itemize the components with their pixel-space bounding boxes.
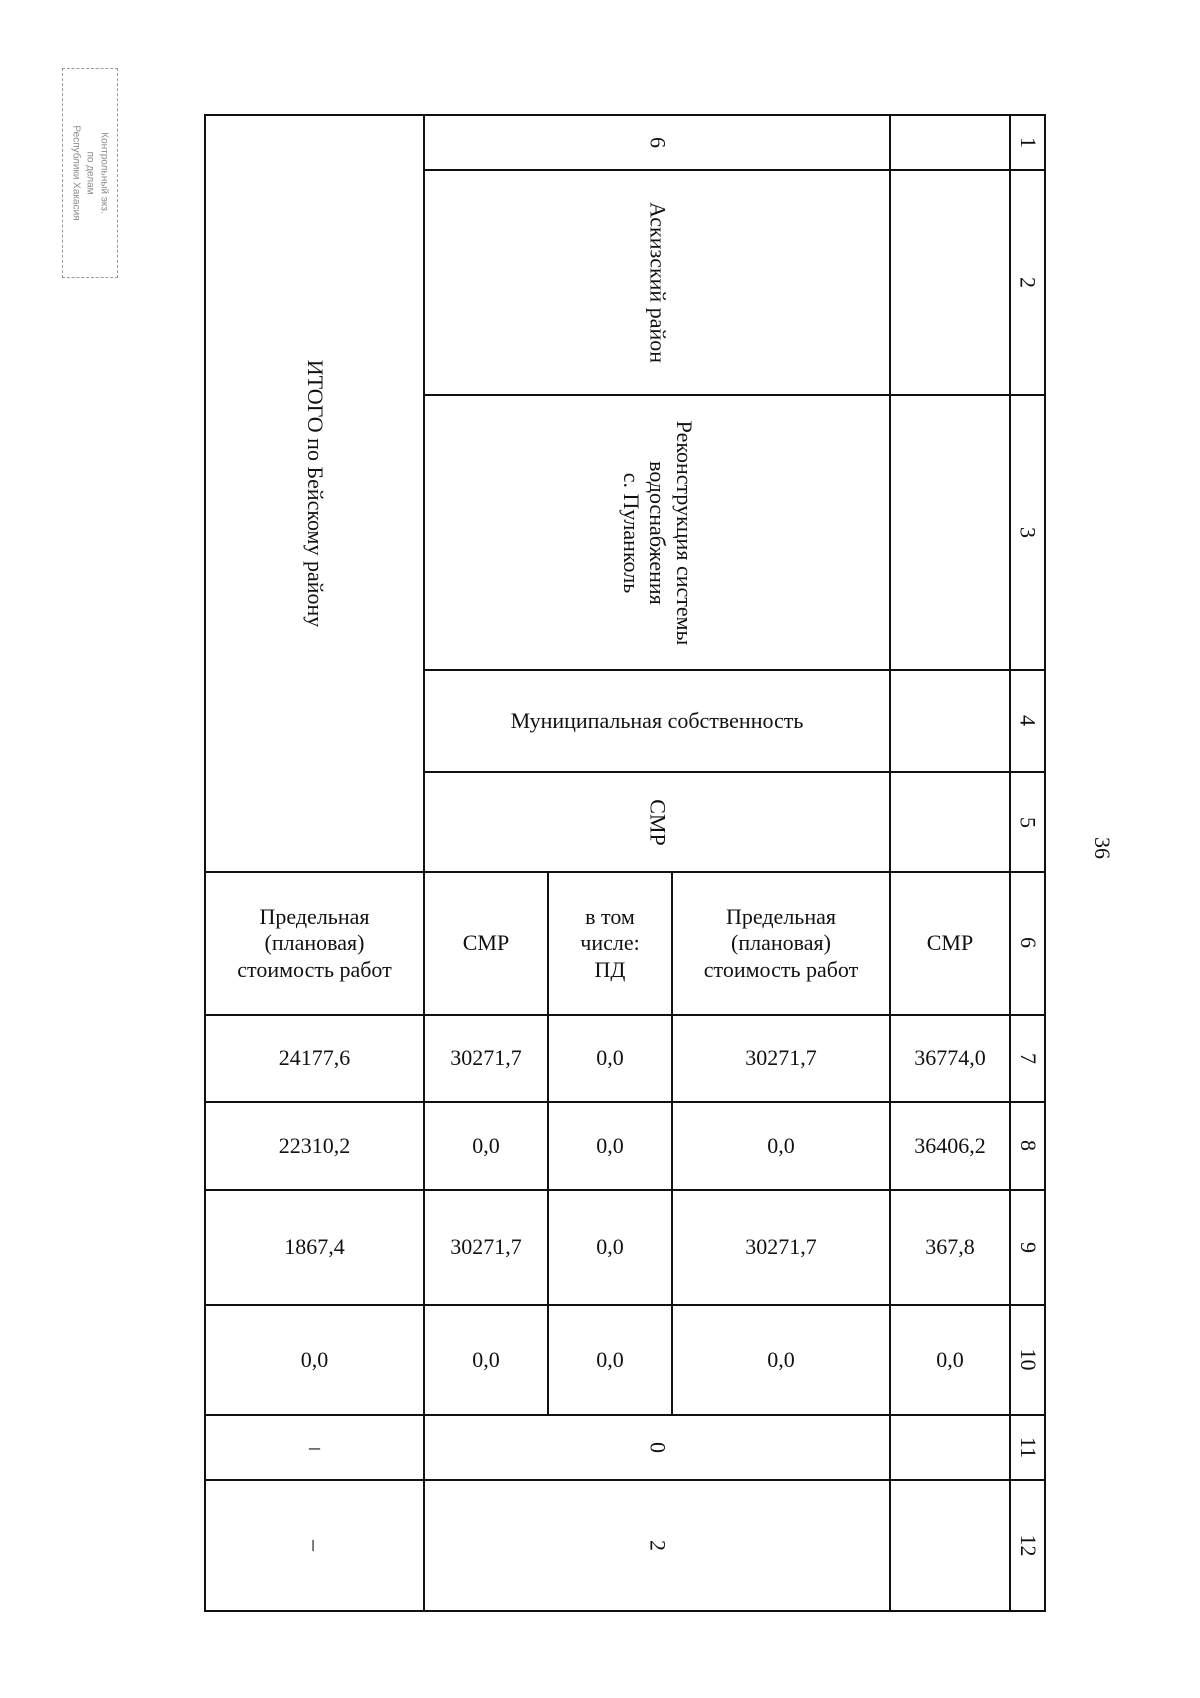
row8-a: 22310,2 [278,1132,351,1158]
row9-e: 367,8 [925,1234,975,1260]
object-name-cell [567,383,747,683]
row7-a: 24177,6 [278,1045,351,1071]
object-name-line-2: водоснабжения [645,461,671,605]
row7-c: 0,0 [596,1045,624,1071]
row12-merged: 2 [645,1540,671,1551]
row10-e: 0,0 [936,1346,964,1372]
row8-b: 0,0 [472,1132,500,1158]
header-a-line-2: (плановая) [264,930,365,956]
col-number-5: 5 [1015,817,1041,828]
row11-merged: 0 [645,1442,671,1453]
header-d-line-3: стоимость работ [703,956,859,982]
row9-a: 1867,4 [284,1234,345,1260]
row8-e: 36406,2 [914,1132,986,1158]
header-c-line-2: числе: [580,930,640,956]
col-number-11: 11 [1015,1436,1041,1459]
row12-a: – [302,1540,328,1551]
header-c-line-1: в том [585,903,635,929]
header-smr-2: СМР [926,930,974,956]
total-label: ИТОГО по Бейскому району [302,359,328,628]
col-number-1: 1 [1015,137,1041,148]
district-cell: Аскизский район [645,201,671,364]
row10-d: 0,0 [767,1346,795,1372]
header-d-line-1: Предельная [726,903,836,929]
row7-b: 30271,7 [450,1045,522,1071]
header-incl-pd [548,872,672,1015]
header-smr-1: СМР [462,930,510,956]
stamp-line-1: Контрольный экз. [98,132,110,214]
col-number-3: 3 [1015,527,1041,538]
row7-d: 30271,7 [745,1045,817,1071]
object-name-line-1: Реконструкция системы [671,420,697,646]
header-limit-cost-total [205,872,424,1015]
row8-c: 0,0 [596,1132,624,1158]
col-number-8: 8 [1015,1140,1041,1151]
col-number-10: 10 [1015,1348,1041,1371]
object-name-line-3: с. Пуланколь [618,472,644,594]
col-number-6: 6 [1015,937,1041,948]
row9-b: 30271,7 [450,1234,522,1260]
col-number-12: 12 [1015,1534,1041,1557]
row10-a: 0,0 [300,1346,329,1372]
header-d-line-2: (плановая) [731,930,831,956]
stamp-line-2: по делам [84,151,96,195]
row11-a: – [309,1434,320,1460]
header-limit-cost [672,872,890,1015]
header-c-line-3: ПД [594,956,626,982]
header-a-line-3: стоимость работ [237,956,392,982]
col-number-7: 7 [1015,1053,1041,1064]
row10-c: 0,0 [596,1346,624,1372]
row9-c: 0,0 [596,1234,624,1260]
col-number-4: 4 [1015,715,1041,726]
col-number-9: 9 [1015,1242,1041,1253]
row8-d: 0,0 [767,1132,795,1158]
stamp-line-3: Республики Хакасия [70,125,82,221]
row10-b: 0,0 [472,1346,500,1372]
header-a-line-1: Предельная [259,903,370,929]
work-type-cell: СМР [645,799,671,846]
row7-e: 36774,0 [914,1045,986,1071]
row-number-cell: 6 [645,137,671,148]
row9-d: 30271,7 [745,1234,817,1260]
ownership-cell: Муниципальная собственность [510,707,804,733]
col-number-2: 2 [1015,277,1041,288]
page-number: 36 [1090,837,1115,859]
